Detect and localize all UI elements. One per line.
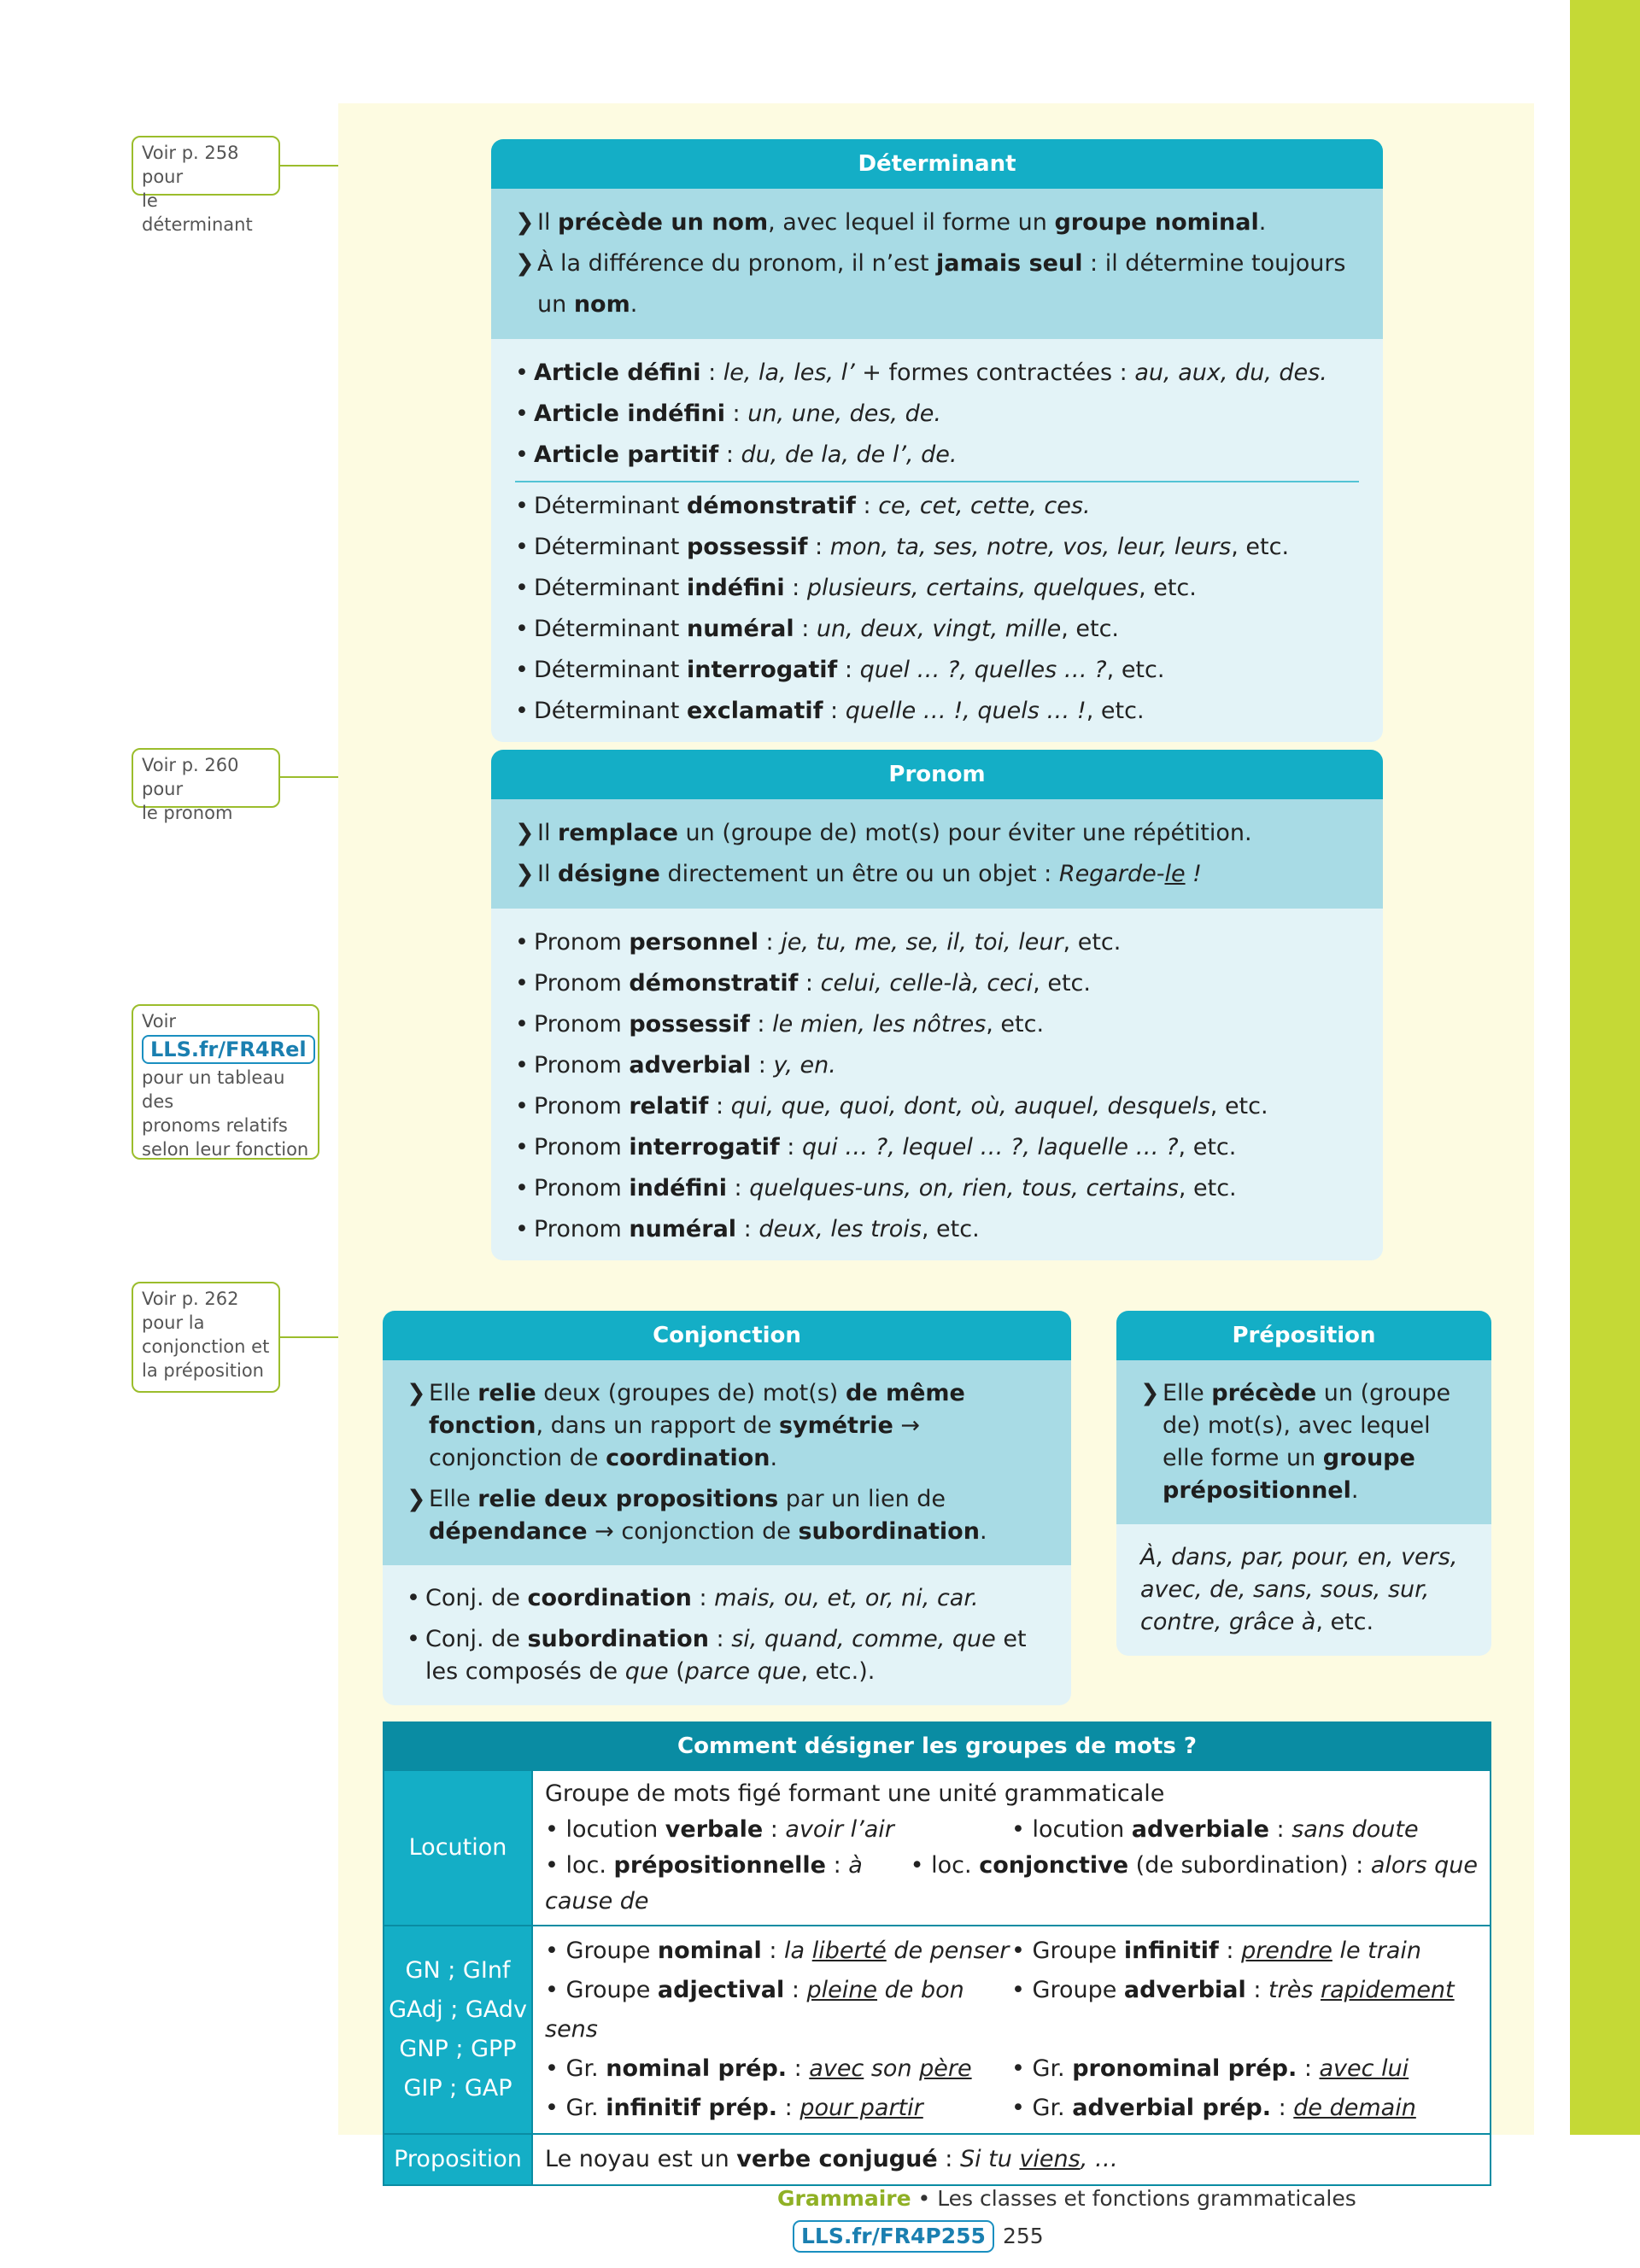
definition-item: ❯ Il désigne directement un être ou un objet : Regarde-le ! bbox=[515, 854, 1359, 895]
cell: • Gr. infinitif prép. : pour partir bbox=[545, 2095, 923, 2121]
box-title: Pronom bbox=[491, 750, 1383, 799]
list-item: • Déterminant interrogatif : quel … ?, quelles … ?, etc. bbox=[515, 657, 1165, 683]
row-content: Le noyau est un verbe conjugué : Si tu viens, … bbox=[532, 2134, 1491, 2185]
footer-subtitle: Les classes et fonctions grammaticales bbox=[937, 2186, 1356, 2211]
note-line: Voir bbox=[142, 1011, 177, 1032]
connector bbox=[280, 776, 338, 778]
list-item: • Pronom personnel : je, tu, me, se, il, toi, leur, etc. bbox=[515, 929, 1122, 956]
box-title: Conjonction bbox=[383, 1311, 1071, 1360]
note-relatifs bbox=[132, 1004, 319, 1160]
list-item: • Déterminant exclamatif : quelle … !, quels … !, etc. bbox=[515, 698, 1145, 724]
list-item: • Pronom numéral : deux, les trois, etc. bbox=[515, 1216, 980, 1242]
table-row bbox=[384, 1926, 1491, 2134]
box-title: Déterminant bbox=[491, 139, 1383, 189]
cell: • locution adverbiale : sans doute bbox=[1011, 1816, 1419, 1843]
cell: • Gr. pronominal prép. : avec lui bbox=[1011, 2055, 1409, 2082]
page-number: 255 bbox=[1002, 2224, 1044, 2248]
chevron-icon: ❯ bbox=[407, 1486, 426, 1512]
list-item: • Pronom démonstratif : celui, celle-là, ceci, etc. bbox=[515, 970, 1091, 997]
chevron-icon: ❯ bbox=[515, 861, 535, 887]
table-title: Comment désigner les groupes de mots ? bbox=[384, 1722, 1491, 1770]
box-title: Préposition bbox=[1116, 1311, 1491, 1360]
note-line: le déterminant bbox=[142, 190, 253, 235]
definition-item: ❯ Elle relie deux propositions par un lien de dépendance → conjonction de subordination. bbox=[407, 1483, 1047, 1548]
cell: • Gr. adverbial prép. : de demain bbox=[1011, 2095, 1416, 2121]
definition bbox=[1116, 1360, 1491, 1524]
list-item: • Article partitif : du, de la, de l’, de. bbox=[515, 441, 958, 468]
definition-item: ❯ Elle relie deux (groupes de) mot(s) de même fonction, dans un rapport de symétrie → conjonction de coordination. bbox=[407, 1377, 1047, 1475]
divider bbox=[515, 481, 1359, 482]
table-row bbox=[384, 1770, 1491, 1926]
note-line: Voir p. 260 pour bbox=[142, 755, 239, 799]
cell: • loc. prépositionnelle : à cause de bbox=[545, 1852, 863, 1914]
note-line: pour un tableau des bbox=[142, 1067, 285, 1112]
preposition-box bbox=[1116, 1311, 1491, 1656]
chevron-icon: ❯ bbox=[1140, 1380, 1160, 1406]
note-conjonction bbox=[132, 1282, 280, 1393]
pronom-list bbox=[491, 909, 1383, 1260]
footer-separator: • bbox=[911, 2186, 938, 2211]
definition bbox=[491, 189, 1383, 339]
definition bbox=[383, 1360, 1071, 1565]
list-item: • Déterminant numéral : un, deux, vingt, mille, etc. bbox=[515, 616, 1120, 642]
row-label: Locution bbox=[384, 1770, 532, 1926]
definition-item: ❯ Il remplace un (groupe de) mot(s) pour éviter une répétition. bbox=[515, 813, 1359, 854]
list-item: • Pronom adverbial : y, en. bbox=[515, 1052, 836, 1078]
list-item: • Pronom interrogatif : qui … ?, lequel … ?, laquelle … ?, etc. bbox=[515, 1134, 1237, 1160]
cell: • loc. conjonctive (de subordination) : alors que bbox=[910, 1852, 1478, 1879]
definition-item: ❯ À la différence du pronom, il n’est jamais seul : il détermine toujours un nom. bbox=[515, 243, 1359, 325]
definition-item: ❯ Elle précède un (groupe de) mot(s), avec lequel elle forme un groupe prépositionnel. bbox=[1140, 1377, 1467, 1507]
list-item: • Déterminant possessif : mon, ta, ses, notre, vos, leur, leurs, etc. bbox=[515, 534, 1290, 560]
footer-section: Grammaire bbox=[777, 2186, 911, 2211]
row-intro: Groupe de mots figé formant une unité grammaticale bbox=[545, 1780, 1165, 1807]
row-content bbox=[532, 1926, 1491, 2134]
chevron-icon: ❯ bbox=[515, 250, 535, 277]
note-line: le pronom bbox=[142, 803, 233, 823]
note-line: conjonction et bbox=[142, 1336, 270, 1357]
page-edge-band bbox=[1570, 0, 1640, 2135]
preposition-examples bbox=[1116, 1524, 1491, 1656]
table-row bbox=[384, 2134, 1491, 2185]
determinant-box bbox=[491, 139, 1383, 742]
cell: • locution verbale : avoir l’air bbox=[545, 1816, 894, 1843]
pronom-box bbox=[491, 750, 1383, 1260]
note-line: Voir p. 258 pour bbox=[142, 143, 239, 187]
cell: • Groupe adverbial : très rapidement bbox=[1011, 1977, 1455, 2003]
list-item: • Déterminant démonstratif : ce, cet, cette, ces. bbox=[515, 493, 1091, 519]
conjonction-list bbox=[383, 1565, 1071, 1705]
cell: • Groupe infinitif : prendre le train bbox=[1011, 1938, 1422, 1964]
chevron-icon: ❯ bbox=[407, 1380, 426, 1406]
note-pronom bbox=[132, 748, 280, 823]
example-text: À, dans, par, pour, en, vers, avec, de, sans, sous, sur, contre, grâce à, etc. bbox=[1140, 1544, 1458, 1635]
list-item: • Pronom relatif : qui, que, quoi, dont, où, auquel, desquels, etc. bbox=[515, 1093, 1268, 1119]
note-line: selon leur fonction bbox=[142, 1139, 309, 1160]
list-item: • Pronom possessif : le mien, les nôtres, etc. bbox=[515, 1011, 1045, 1038]
definition bbox=[491, 799, 1383, 909]
note-line: la préposition bbox=[142, 1360, 264, 1381]
row-label: Proposition bbox=[384, 2134, 532, 2185]
list-item: • Article indéfini : un, une, des, de. bbox=[515, 400, 941, 427]
conjonction-box bbox=[383, 1311, 1071, 1705]
groups-table bbox=[383, 1721, 1491, 2186]
connector bbox=[280, 1336, 338, 1338]
definition-item: ❯ Il précède un nom, avec lequel il forme un groupe nominal. bbox=[515, 202, 1359, 243]
cell: • Gr. nominal prép. : avec son père bbox=[545, 2055, 972, 2082]
row-label: GN ; GInf GAdj ; GAdv GNP ; GPP GIP ; GAP bbox=[384, 1926, 532, 2134]
page-footer bbox=[777, 2180, 1534, 2248]
note-line: pronoms relatifs bbox=[142, 1115, 288, 1136]
list-item: • Pronom indéfini : quelques-uns, on, rien, tous, certains, etc. bbox=[515, 1175, 1237, 1201]
cell: • Groupe adjectival : pleine de bon sens bbox=[545, 1977, 964, 2043]
chevron-icon: ❯ bbox=[515, 209, 535, 236]
note-line: pour la bbox=[142, 1312, 205, 1333]
footer-link[interactable]: LLS.fr/FR4P255 bbox=[793, 2220, 994, 2253]
note-determinant bbox=[132, 136, 280, 235]
determinant-list bbox=[491, 339, 1383, 742]
cell: • Groupe nominal : la liberté de penser bbox=[545, 1938, 1010, 1964]
note-line: Voir p. 262 bbox=[142, 1289, 239, 1309]
list-item: • Conj. de coordination : mais, ou, et, or, ni, car. bbox=[407, 1585, 979, 1611]
lls-link[interactable]: LLS.fr/FR4Rel bbox=[142, 1035, 315, 1064]
list-item: • Article défini : le, la, les, l’ + formes contractées : au, aux, du, des. bbox=[515, 359, 1327, 386]
list-item: • Conj. de subordination : si, quand, comme, que et les composés de que (parce que, etc.). bbox=[407, 1626, 1027, 1685]
chevron-icon: ❯ bbox=[515, 820, 535, 846]
row-content bbox=[532, 1770, 1491, 1926]
connector bbox=[280, 165, 338, 167]
list-item: • Déterminant indéfini : plusieurs, certains, quelques, etc. bbox=[515, 575, 1197, 601]
